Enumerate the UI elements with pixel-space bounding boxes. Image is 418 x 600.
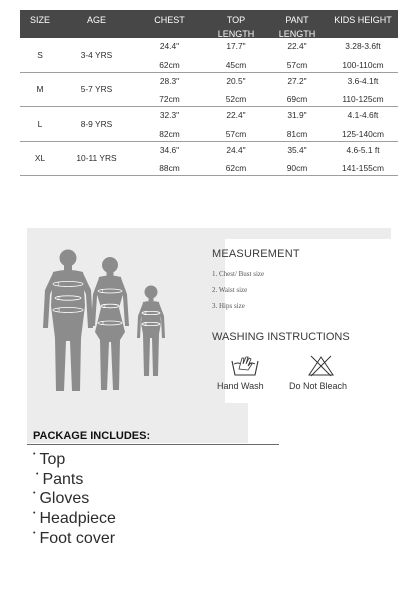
list-item: • Top [33, 451, 66, 468]
measurement-list [212, 266, 264, 314]
package-divider [27, 444, 279, 445]
top-length-cell: 20.5" 52cm [225, 75, 247, 104]
woman-silhouette [91, 257, 129, 390]
marker-chest: 1 [101, 289, 104, 295]
measurement-item: 2. Waist size [212, 286, 248, 294]
man-silhouette [43, 250, 93, 392]
measurement-panel [27, 228, 391, 403]
kids-height-cell: 4.6-5.1 ft 141-155cm [342, 144, 384, 173]
chest-cell: 24.4" 62cm [159, 41, 180, 70]
kids-height-cell: 3.28-3.6ft 100-110cm [342, 41, 384, 70]
list-item: • Foot cover [33, 530, 116, 547]
measurement-item: 1. Chest/ Bust size [212, 270, 265, 278]
bullet: • [33, 510, 36, 517]
list-item: • Pants [36, 471, 84, 488]
marker-chest: 1 [57, 282, 60, 288]
bullet: • [36, 471, 39, 478]
marker-hips: 3 [57, 308, 60, 314]
marker-hips: 3 [101, 321, 104, 327]
chest-cell: 28.3" 72cm [159, 75, 180, 104]
table-row [20, 38, 398, 73]
table-row [20, 73, 398, 108]
marker-hips: 3 [144, 322, 147, 328]
pant-length-cell: 31.9" 81cm [286, 110, 308, 139]
no-bleach-label: Do Not Bleach [289, 381, 348, 391]
col-header-pant-length: PANT LENGTH [278, 15, 316, 39]
age-cell: 5-7 YRS [80, 84, 113, 95]
size-cell: XL [34, 153, 46, 164]
size-cell: L [37, 118, 43, 129]
marker-waist: 2 [103, 304, 106, 310]
age-cell: 3-4 YRS [80, 49, 113, 60]
age-cell: 8-9 YRS [80, 118, 113, 129]
table-row [20, 142, 398, 177]
washing-title: WASHING INSTRUCTIONS [212, 331, 350, 343]
size-chart-table [20, 10, 398, 176]
bullet: • [33, 490, 36, 497]
col-header-age: AGE [86, 15, 106, 25]
hand-wash-label: Hand Wash [217, 381, 264, 391]
age-cell: 10-11 YRS [76, 153, 117, 164]
child-silhouette [137, 286, 165, 377]
col-header-kids-height: KIDS HEIGHT [334, 15, 392, 25]
list-item: • Headpiece [33, 510, 116, 527]
top-length-cell: 24.4" 62cm [225, 144, 247, 173]
size-cell: M [36, 84, 44, 95]
kids-height-cell: 3.6-4.1ft 110-125cm [342, 75, 384, 104]
table-row [20, 107, 398, 142]
marker-waist: 2 [57, 296, 60, 302]
kids-height-cell: 4.1-4.6ft 125-140cm [342, 110, 384, 139]
col-header-top-length: TOP LENGTH [217, 15, 255, 39]
pant-length-cell: 35.4" 90cm [286, 144, 308, 173]
marker-waist: 2 [144, 311, 147, 317]
top-length-cell: 17.7" 45cm [225, 41, 247, 70]
measurement-item: 3. Hips size [212, 302, 245, 310]
bullet: • [33, 451, 36, 458]
col-header-size: SIZE [29, 15, 50, 25]
bullet: • [33, 530, 36, 537]
package-title: PACKAGE INCLUDES: [33, 430, 151, 442]
pant-length-cell: 22.4" 57cm [286, 41, 308, 70]
list-item: • Gloves [33, 490, 90, 507]
size-cell: S [37, 49, 43, 60]
measurement-title: MEASUREMENT [212, 248, 300, 260]
instructions-card [225, 239, 391, 403]
size-chart-header [20, 10, 398, 38]
chest-cell: 32.3" 82cm [159, 110, 180, 139]
chest-cell: 34.6" 88cm [159, 144, 180, 173]
hand-wash-icon [230, 355, 260, 377]
body-silhouettes-illustration [27, 228, 202, 403]
col-header-chest: CHEST [154, 15, 185, 25]
pant-length-cell: 27.2" 69cm [286, 75, 308, 104]
top-length-cell: 22.4" 57cm [225, 110, 247, 139]
no-bleach-icon [306, 355, 336, 377]
